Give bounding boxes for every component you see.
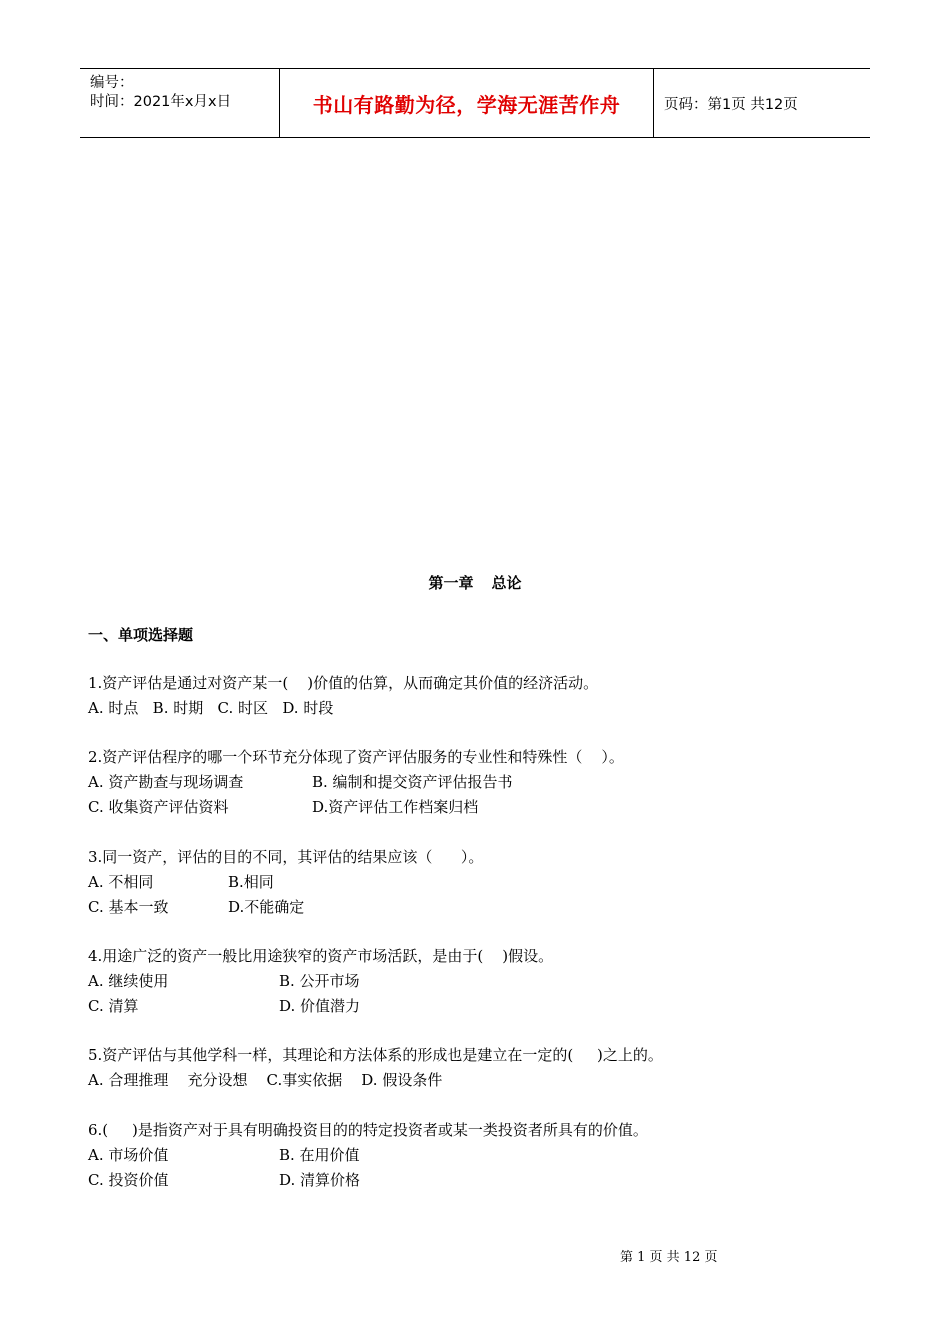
question-1-options: A. 时点 B. 时期 C. 时区 D. 时段: [88, 699, 334, 717]
question-5: 5.资产评估与其他学科一样，其理论和方法体系的形成也是建立在一定的( )之上的。: [88, 1046, 663, 1064]
question-6-option-a: A. 市场价值: [88, 1146, 169, 1164]
header-page-cell: [654, 69, 870, 137]
question-4: 4.用途广泛的资产一般比用途狭窄的资产市场活跃，是由于( )假设。: [88, 947, 554, 965]
question-4-option-a: A. 继续使用: [88, 972, 169, 990]
section-title: 一、单项选择题: [88, 626, 194, 644]
question-4-option-b: B. 公开市场: [279, 972, 360, 990]
chapter-name: 总论: [491, 574, 522, 592]
page-footer: 第 1 页 共 12 页: [620, 1250, 718, 1265]
question-3-option-d: D.不能确定: [228, 898, 305, 916]
question-1: 1.资产评估是通过对资产某一( )价值的估算，从而确定其价值的经济活动。: [88, 674, 599, 692]
header-meta-cell: [80, 69, 280, 137]
question-2-option-b: B. 编制和提交资产评估报告书: [312, 773, 513, 791]
chapter-title: [0, 572, 950, 593]
motto: 书山有路勤为径，学海无涯苦作舟: [312, 92, 621, 117]
question-2-option-a: A. 资产勘查与现场调查: [88, 773, 244, 791]
chapter-number: 第一章: [428, 574, 474, 592]
question-2-option-d: D.资产评估工作档案归档: [312, 798, 479, 816]
question-3-option-b: B.相同: [228, 873, 274, 891]
question-3-option-a: A. 不相同: [88, 873, 154, 891]
header-motto-cell: [280, 69, 654, 137]
question-4-option-d: D. 价值潜力: [279, 997, 361, 1015]
question-3: 3.同一资产，评估的目的不同，其评估的结果应该（ ）。: [88, 848, 484, 866]
question-5-options: A. 合理推理 充分设想 C.事实依据 D. 假设条件: [88, 1071, 443, 1089]
question-3-option-c: C. 基本一致: [88, 898, 169, 916]
time-label: 时间：2021年x月x日: [90, 94, 232, 110]
page-info: 页码：第1页 共12页: [664, 96, 798, 113]
header-table: [80, 68, 870, 138]
question-6-option-d: D. 清算价格: [279, 1171, 361, 1189]
question-6: 6.( )是指资产对于具有明确投资目的的特定投资者或某一类投资者所具有的价值。: [88, 1121, 648, 1139]
question-4-option-c: C. 清算: [88, 997, 139, 1015]
question-6-option-b: B. 在用价值: [279, 1146, 360, 1164]
number-label: 编号：: [90, 75, 134, 91]
question-2: 2.资产评估程序的哪一个环节充分体现了资产评估服务的专业性和特殊性（ ）。: [88, 748, 624, 766]
question-2-option-c: C. 收集资产评估资料: [88, 798, 229, 816]
question-6-option-c: C. 投资价值: [88, 1171, 169, 1189]
